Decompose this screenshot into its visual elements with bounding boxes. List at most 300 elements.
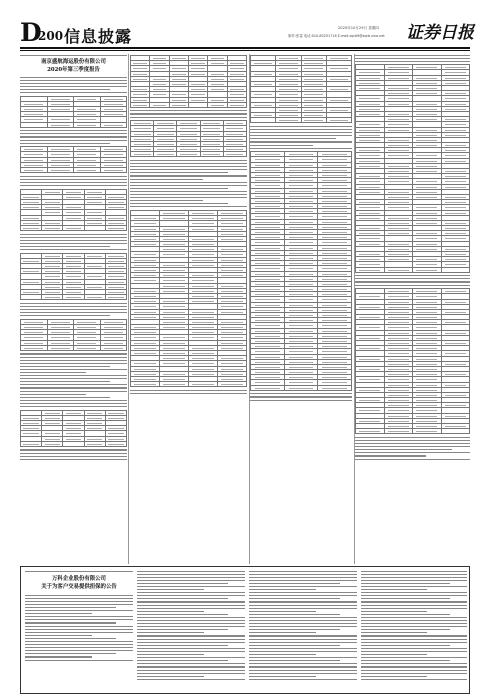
table-cell [42,295,63,300]
table-cell [42,225,63,230]
text-line [361,589,427,590]
text-line [355,55,470,56]
article-body [355,54,470,460]
text-line [130,163,247,164]
text-line [361,614,450,615]
text-line [137,592,245,593]
table-cell [21,168,48,173]
text-line [361,605,467,606]
table-cell [84,295,105,300]
data-table [355,64,470,273]
text-line [249,571,357,572]
text-line [137,660,228,661]
text-line [249,601,357,602]
table-cell [356,429,385,434]
text-line [249,598,340,599]
table-cell [131,152,154,157]
table-cell [318,385,352,390]
text-line [20,366,110,367]
table-row [356,429,470,434]
table-cell [63,441,84,446]
table-cell [21,295,42,300]
text-line [20,360,127,361]
table-cell [251,118,276,123]
text-line [361,595,467,596]
article-column-1 [20,54,127,564]
text-line [249,651,357,652]
text-line [20,77,127,78]
table-cell [21,441,42,446]
text-line [361,635,467,636]
text-line [249,614,340,615]
text-line [249,676,316,677]
text-line [361,642,467,643]
text-line [137,620,245,621]
article-body [250,54,352,401]
text-line [361,670,467,671]
table-cell [150,102,169,107]
table-row [21,225,127,230]
text-line [361,651,467,652]
text-line [130,191,247,192]
article-body [20,76,127,460]
header-rule-thin [20,50,470,51]
table-cell [100,122,127,127]
table-row [131,152,247,157]
text-line [137,614,228,615]
text-line [137,586,245,587]
data-table [130,120,247,157]
text-line [130,203,228,204]
text-line [355,440,470,441]
text-line [137,571,245,572]
text-line [20,234,127,235]
article-column-2 [130,54,247,564]
table-cell [189,382,218,387]
table-cell [413,429,442,434]
text-line [137,601,245,602]
data-table [20,96,127,128]
table-cell [131,102,150,107]
text-line [361,617,467,618]
newspaper-logo: 证券日报 [406,23,474,43]
text-line [249,626,357,627]
column-divider [354,54,355,564]
text-line [249,611,316,612]
text-line [20,312,127,313]
text-line [250,141,352,142]
text-line [355,443,470,444]
text-line [25,653,116,654]
table-cell [384,429,413,434]
text-line [130,175,247,176]
table-cell [177,152,200,157]
text-line [249,660,340,661]
text-line [361,623,467,624]
text-line [137,605,245,606]
text-line [25,595,133,596]
article-body [130,54,247,395]
table-cell [84,441,105,446]
text-line [130,188,228,189]
text-line [355,275,470,276]
text-line [20,375,127,376]
text-line [137,642,245,643]
table-cell [21,225,42,230]
text-line [25,601,133,602]
text-line [137,626,245,627]
table-row [21,122,127,127]
text-line [130,117,247,118]
text-line [25,647,133,648]
table-cell [63,295,84,300]
text-line [249,645,340,646]
table-cell [84,225,105,230]
table-cell [74,168,101,173]
text-line [137,648,245,649]
text-line [361,574,467,575]
text-line [249,589,316,590]
data-table [20,319,127,351]
text-line [137,580,245,581]
text-line [130,197,247,198]
text-line [250,400,352,401]
text-line [137,663,245,664]
table-row [21,345,127,350]
text-line [20,363,127,364]
text-line [355,61,470,62]
table-cell [384,267,413,272]
text-line [249,620,357,621]
text-line [20,453,127,454]
text-line [355,455,426,456]
text-line [355,446,470,447]
text-line [25,622,116,623]
text-line [130,390,247,391]
text-line [20,243,127,244]
text-line [249,617,357,618]
text-line [250,393,352,394]
page-number: 200 [38,29,64,43]
text-line [249,592,357,593]
text-line [249,673,357,674]
table-cell [218,382,247,387]
text-line [130,110,247,111]
text-line [130,200,203,201]
text-line [249,632,316,633]
text-line [355,437,470,438]
text-line [20,353,127,354]
text-line [137,651,245,652]
table-row [21,295,127,300]
text-line [130,179,203,180]
text-line [355,449,452,450]
text-line [130,393,247,394]
text-line [361,592,467,593]
text-line [130,113,247,114]
text-line [137,670,245,671]
table-cell [63,225,84,230]
table-cell [42,441,63,446]
text-line [249,654,316,655]
text-line [361,654,427,655]
text-line [25,613,92,614]
text-line [361,571,467,572]
text-line [20,83,127,84]
text-line [250,135,352,136]
text-line [361,666,467,667]
text-line [361,673,467,674]
text-line [130,185,247,186]
text-line [137,657,245,658]
text-line [137,679,245,680]
text-line [137,629,228,630]
text-line [130,166,247,167]
table-cell [21,122,48,127]
table-cell [208,102,227,107]
text-line [361,663,467,664]
text-line [249,657,357,658]
text-line [137,598,228,599]
text-line [361,601,467,602]
table-cell [188,102,207,107]
text-line [355,278,470,279]
text-line [20,182,127,183]
text-line [137,673,245,674]
text-line [25,660,133,661]
table-row [251,385,352,390]
table-cell [154,152,177,157]
text-line [355,281,470,282]
data-table [355,288,470,434]
notice-title: 关于为客户交易提供担保的公告 [41,584,117,591]
table-cell [160,382,189,387]
text-line [361,626,467,627]
text-line [249,679,357,680]
text-line [25,632,133,633]
text-line [20,400,127,401]
text-line [20,449,127,450]
text-line [137,577,245,578]
table-cell [200,152,223,157]
text-line [137,617,245,618]
notice-column-3 [249,570,357,692]
text-line [249,580,357,581]
table-row [131,382,247,387]
text-line [20,369,127,370]
text-line [361,577,467,578]
text-line [361,580,467,581]
text-line [137,676,204,677]
table-cell [223,152,246,157]
text-line [25,607,116,608]
text-line [361,639,467,640]
text-line [137,635,245,636]
text-line [361,620,467,621]
table-cell [326,118,351,123]
text-line [20,249,127,250]
text-line [137,639,245,640]
text-line [20,133,127,134]
data-table [20,189,127,232]
column-divider [128,54,129,564]
text-line [249,586,357,587]
table-cell [47,168,74,173]
issue-date-line: 2020年10月29日 星期四 [338,26,379,30]
text-line [20,394,86,395]
data-table [20,253,127,301]
text-line [130,206,247,207]
text-line [361,676,427,677]
table-cell [356,267,385,272]
text-line [250,145,313,146]
table-cell [251,385,285,390]
text-line [249,663,357,664]
text-line [249,574,357,575]
table-cell [105,295,126,300]
text-line [249,666,357,667]
text-line [25,638,116,639]
text-line [250,138,336,139]
table-cell [105,441,126,446]
table-row [356,267,470,272]
text-line [25,598,133,599]
text-line [20,80,127,81]
text-line [249,629,340,630]
table-cell [47,122,74,127]
text-line [249,642,357,643]
text-line [130,194,247,195]
text-line [20,397,110,398]
text-line [20,391,127,392]
text-line [249,623,357,624]
text-line [20,381,110,382]
text-line [25,650,133,651]
text-line [20,459,127,460]
text-line [361,583,450,584]
table-cell [100,168,127,173]
text-line [137,574,245,575]
table-cell [413,267,442,272]
notice-company-title: 万科企业股份有限公司 [52,576,106,583]
text-line [20,179,127,180]
text-line [20,406,127,407]
text-line [249,595,357,596]
text-line [130,172,228,173]
text-line [130,182,247,183]
header-rule [20,47,470,49]
text-line [250,126,352,127]
text-line [20,240,127,241]
text-line [361,632,427,633]
text-line [137,611,204,612]
text-line [137,632,204,633]
article-column-4 [355,54,470,564]
text-line [25,656,92,657]
text-line [250,132,352,133]
table-cell [47,345,74,350]
text-line [20,185,127,186]
text-line [130,169,247,170]
bottom-notice-box [20,566,470,694]
text-line [137,654,204,655]
table-row [251,118,352,123]
text-line [361,611,427,612]
text-line [20,303,127,304]
text-line [361,629,450,630]
text-line [249,648,357,649]
text-line [20,403,127,404]
data-table [250,151,352,391]
text-line [137,666,245,667]
table-row [131,102,247,107]
text-line [20,384,127,385]
text-line [250,396,352,397]
text-line [355,285,470,286]
text-line [361,608,467,609]
table-cell [105,225,126,230]
text-line [355,58,470,59]
text-line [25,644,133,645]
text-line [25,635,92,636]
data-table [20,146,127,173]
data-table [250,55,352,123]
notice-column-1 [25,570,133,692]
table-cell [74,345,101,350]
text-line [249,583,340,584]
text-line [137,645,228,646]
text-line [25,629,133,630]
text-line [137,589,204,590]
text-line [249,608,357,609]
column-divider [249,54,250,564]
text-line [20,456,127,457]
text-line [249,577,357,578]
contact-line: 制作:张雷 电话:010-83251716 E-mail:zqrb9@zqrb.sina.net [288,34,385,38]
text-line [250,129,352,130]
text-line [20,136,127,137]
text-line [361,645,450,646]
text-line [355,459,470,460]
text-line [249,635,357,636]
text-line [20,357,127,358]
text-line [137,623,245,624]
article-report-title: 2020年第三季度报告 [47,67,100,74]
text-line [20,92,127,93]
text-line [20,130,127,131]
article-column-3 [250,54,352,564]
text-line [249,605,357,606]
table-cell [284,385,318,390]
section-title: 信息披露 [64,27,133,46]
text-line [361,598,450,599]
data-table [130,210,247,387]
table-cell [227,102,246,107]
text-line [137,595,245,596]
text-line [20,309,127,310]
text-line [20,89,110,90]
text-line [20,372,86,373]
table-cell [301,118,326,123]
text-line [249,639,357,640]
text-line [361,648,467,649]
text-line [25,619,133,620]
text-line [20,246,110,247]
table-cell [21,345,48,350]
text-line [25,616,133,617]
table-cell [131,382,160,387]
text-line [361,586,467,587]
